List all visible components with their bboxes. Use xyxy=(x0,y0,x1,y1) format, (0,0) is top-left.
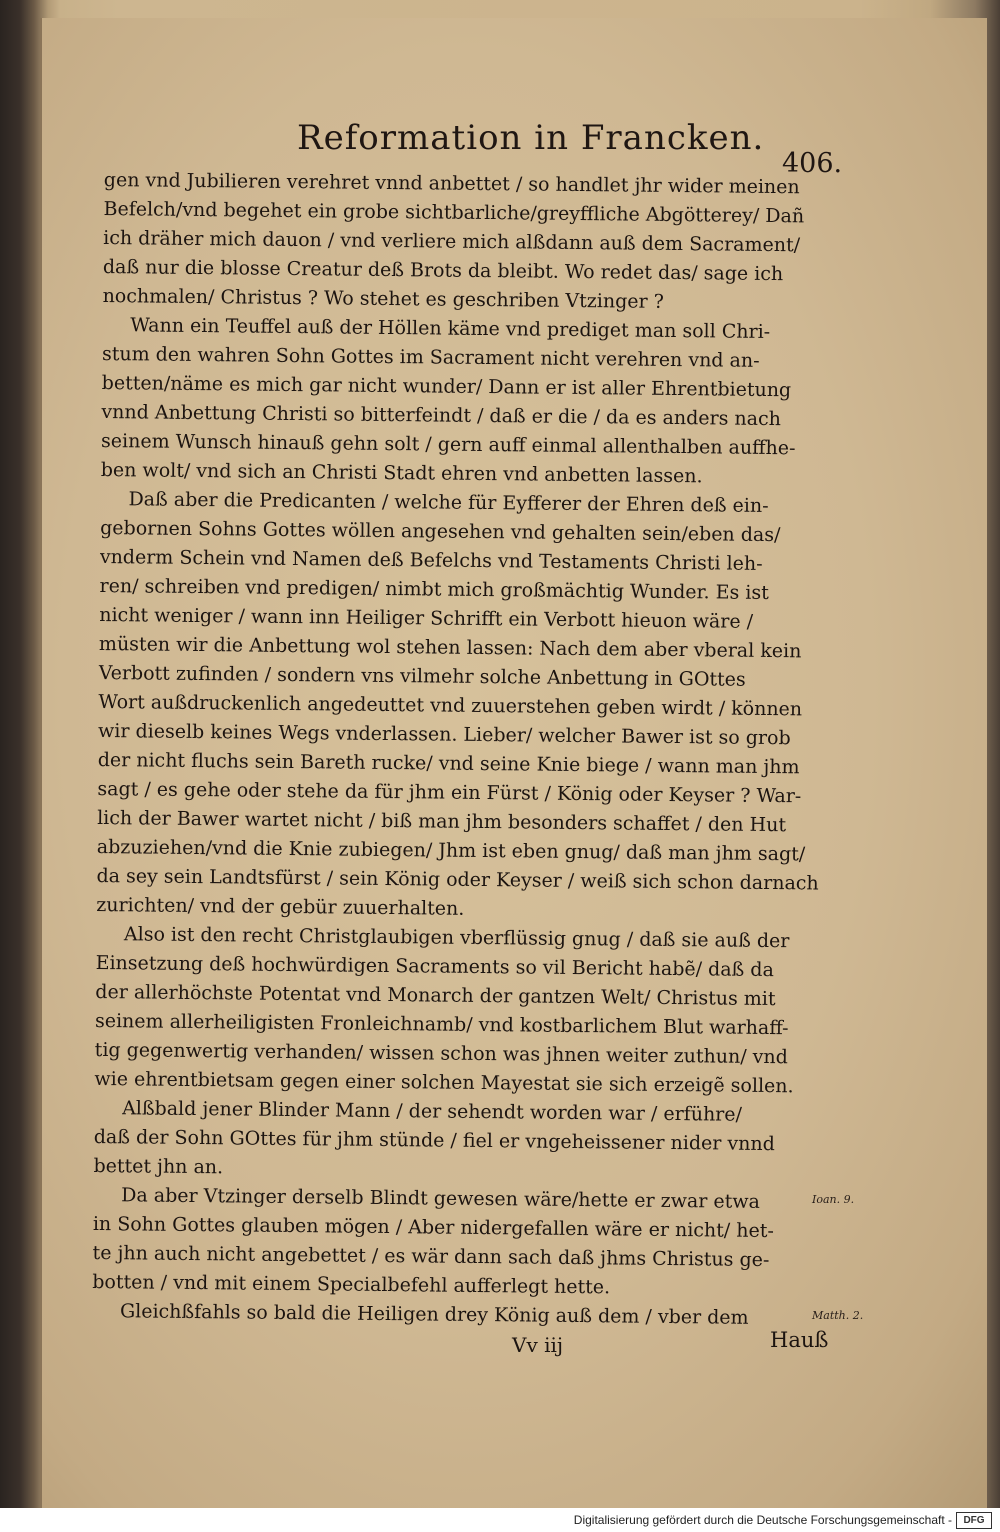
text-line: zurichten/ vnd der gebür zuuerhalten. xyxy=(96,893,465,920)
text-line: te jhn auch nicht angebettet / es wär dann sach daß jhms Christus ge- xyxy=(92,1241,770,1272)
text-line: in Sohn Gottes glauben mögen / Aber nidergefallen wäre er nicht/ het- xyxy=(92,1212,774,1243)
text-line: ben wolt/ vnd sich an Christi Stadt ehren vnd anbetten lassen. xyxy=(100,458,703,488)
page-header xyxy=(102,118,862,179)
text-line: lich der Bawer wartet nicht / biß man jhm besonders schaffet / den Hut xyxy=(97,806,787,837)
text-line: wir dieselb keines Wegs vnderlassen. Lieber/ welcher Bawer ist so grob xyxy=(97,719,791,750)
text-line: Wort außdruckenlich angedeuttet vnd zuuerstehen geben wirdt / können xyxy=(98,690,803,721)
text-line: ich dräher mich dauon / vnd verliere mich alßdann auß dem Sacrament/ xyxy=(103,226,801,257)
text-line: Einsetzung deß hochwürdigen Sacraments so vil Bericht habẽ/ daß da xyxy=(95,951,774,982)
text-line: Also ist den recht Christglaubigen vberflüssig gnug / daß sie auß der xyxy=(123,923,790,953)
text-line: gen vnd Jubilieren verehret vnnd anbettet / so handlet jhr wider meinen xyxy=(103,168,800,199)
text-line: Wann ein Teuffel auß der Höllen käme vnd prediget man soll Chri- xyxy=(130,314,771,343)
text-line: Alßbald jener Blinder Mann / der sehendt worden war / erführe/ xyxy=(122,1097,743,1126)
text-line: botten / vnd mit einem Specialbefehl aufferlegt hette. xyxy=(92,1270,611,1299)
text-line: daß der Sohn GOttes für jhm stünde / fiel er vngeheissener nider vnnd xyxy=(93,1125,775,1156)
text-line: abzuziehen/vnd die Knie zubiegen/ Jhm ist eben gnug/ daß man jhm sagt/ xyxy=(96,835,806,866)
book-page xyxy=(40,18,987,1508)
text-line: Befelch/vnd begehet ein grobe sichtbarliche/greyffliche Abgötterey/ Dañ xyxy=(103,197,805,228)
text-line: daß nur die blosse Creatur deß Brots da bleibt. Wo redet das/ sage ich xyxy=(102,255,784,286)
signature-mark: Vv iij xyxy=(512,1333,564,1357)
folio-number: 406. xyxy=(782,148,843,179)
text-line: ren/ schreiben vnd predigen/ nimbt mich großmächtig Wunder. Es ist xyxy=(99,574,769,604)
margin-note: Matth. 2. xyxy=(812,1309,864,1322)
text-line: der allerhöchste Potentat vnd Monarch der gantzen Welt/ Christus mit xyxy=(95,980,776,1011)
show-through-ghost-text xyxy=(882,313,982,453)
text-line: nochmalen/ Christus ? Wo stehet es geschriben Vtzinger ? xyxy=(102,284,665,313)
text-line: seinem Wunsch hinauß gehn solt / gern auff einmal allenthalben auffhe- xyxy=(101,429,796,460)
text-line: der nicht fluchs sein Bareth rucke/ vnd seine Knie biege / wann man jhm xyxy=(97,748,800,779)
text-line: betten/näme es mich gar nicht wunder/ Dann er ist aller Ehrentbietung xyxy=(101,371,792,402)
margin-note: Ioan. 9. xyxy=(812,1193,855,1206)
text-line: Daß aber die Predicanten / welche für Eyfferer der Ehren deß ein- xyxy=(128,488,769,517)
text-line: Verbott zufinden / sondern vns vilmehr solche Anbettung in GOttes xyxy=(98,661,746,691)
running-title: Reformation in Francken. xyxy=(297,118,765,158)
text-line: seinem allerheiligisten Fronleichnamb/ vnd kostbarlichem Blut warhaff- xyxy=(94,1009,789,1040)
text-line: vnderm Schein vnd Namen deß Befelchs vnd Testaments Christi leh- xyxy=(99,545,763,575)
text-line: müsten wir die Anbettung wol stehen lassen: Nach dem aber vberal kein xyxy=(98,632,802,663)
text-line: da sey sein Landtsfürst / sein König oder Keyser / weiß sich schon darnach xyxy=(96,864,819,895)
text-line: sagt / es gehe oder stehe da für jhm ein Fürst / König oder Keyser ? War- xyxy=(97,777,802,808)
body-text xyxy=(92,166,849,1334)
text-line: gebornen Sohns Gottes wöllen angesehen vnd gehalten sein/eben das/ xyxy=(100,516,781,547)
text-line: Da aber Vtzinger derselb Blindt gewesen wäre/hette er zwar etwa xyxy=(121,1184,761,1213)
footer-credit: Digitalisierung gefördert durch die Deutsche Forschungsgemeinschaft - xyxy=(573,1513,952,1527)
catchword: Hauß xyxy=(770,1328,829,1352)
text-line: nicht weniger / wann inn Heiliger Schrifft ein Verbott hieuon wäre / xyxy=(99,603,754,633)
text-line: tig gegenwertig verhanden/ wissen schon was jhnen weiter zuthun/ vnd xyxy=(94,1038,788,1069)
digitization-footer xyxy=(0,1508,1000,1532)
text-line: stum den wahren Sohn Gottes im Sacrament nicht verehren vnd an- xyxy=(101,342,760,372)
text-line: wie ehrentbietsam gegen einer solchen Mayestat sie sich erzeigẽ sollen. xyxy=(94,1067,794,1098)
dfg-logo: DFG xyxy=(956,1512,992,1529)
text-line: bettet jhn an. xyxy=(93,1154,224,1179)
text-line: vnnd Anbettung Christi so bitterfeindt / daß er die / da es anders nach xyxy=(101,400,782,431)
text-line: Gleichßfahls so bald die Heiligen drey König auß dem / vber dem xyxy=(119,1300,749,1329)
